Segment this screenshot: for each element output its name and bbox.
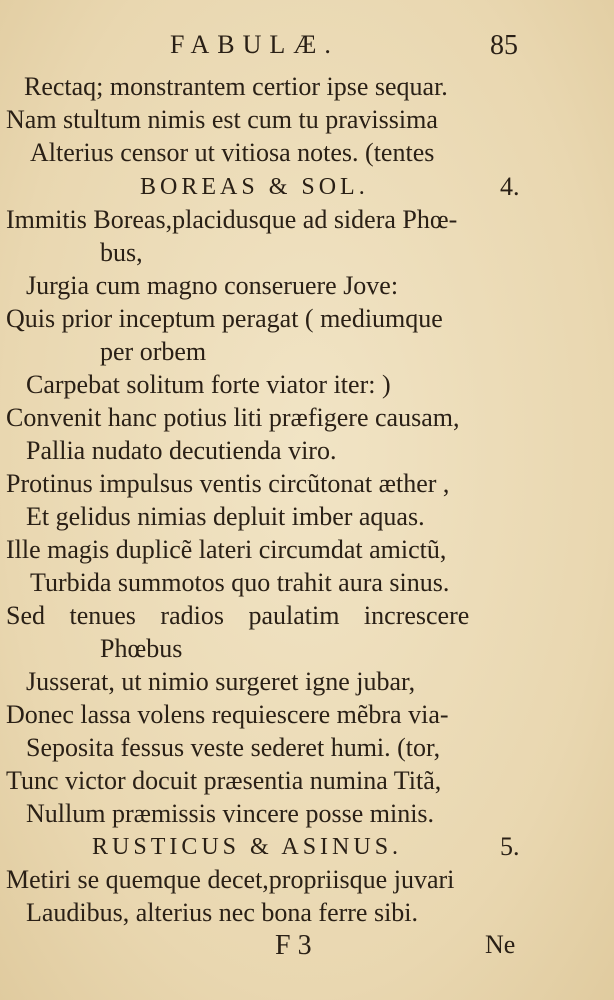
- verse-line: Protinus impulsus ventis circũtonat æther ,: [6, 469, 450, 498]
- verse-line: Seposita fessus veste sederet humi. (tor,: [26, 733, 441, 762]
- fable-number: 4.: [500, 172, 520, 201]
- verse-line: Donec lassa volens requiescere mẽbra via-: [6, 700, 449, 729]
- signature-mark: F 3: [275, 930, 312, 961]
- running-head: FABULÆ.: [170, 30, 339, 59]
- verse-line: bus,: [100, 238, 143, 267]
- catchword: Ne: [485, 930, 516, 959]
- verse-line: Nam stultum nimis est cum tu pravissima: [6, 105, 438, 134]
- fable-number: 5.: [500, 832, 520, 861]
- page-number: 85: [490, 30, 518, 61]
- verse-line: Phœbus: [100, 634, 183, 663]
- verse-line: Alterius censor ut vitiosa notes. (tentes: [30, 138, 435, 167]
- verse-line: Sed tenues radios paulatim increscere: [6, 601, 470, 630]
- verse-line: Immitis Boreas,placidusque ad sidera Phœ-: [6, 205, 458, 234]
- verse-line: Metiri se quemque decet,propriisque juvari: [6, 865, 455, 894]
- verse-line: per orbem: [100, 337, 207, 366]
- verse-line: Jurgia cum magno conseruere Jove:: [26, 271, 399, 300]
- verse-line: Laudibus, alterius nec bona ferre sibi.: [26, 898, 419, 927]
- verse-line: Carpebat solitum forte viator iter: ): [26, 370, 391, 399]
- verse-line: Turbida summotos quo trahit aura sinus.: [30, 568, 450, 597]
- verse-line: Quis prior inceptum peragat ( mediumque: [6, 304, 443, 333]
- verse-line: Pallia nudato decutienda viro.: [26, 436, 337, 465]
- verse-line: Jusserat, ut nimio surgeret igne jubar,: [26, 667, 416, 696]
- fable-title: RUSTICUS & ASINUS.: [92, 834, 403, 860]
- verse-line: Nullum præmissis vincere posse minis.: [26, 799, 435, 828]
- verse-line: Rectaq; monstrantem certior ipse sequar.: [24, 72, 448, 101]
- verse-line: Convenit hanc potius liti præfigere causam,: [6, 403, 460, 432]
- verse-line: Et gelidus nimias depluit imber aquas.: [26, 502, 425, 531]
- fable-title: BOREAS & SOL.: [140, 174, 369, 200]
- verse-line: Ille magis duplicẽ lateri circumdat amictũ,: [6, 535, 447, 564]
- verse-line: Tunc victor docuit præsentia numina Titã,: [6, 766, 442, 795]
